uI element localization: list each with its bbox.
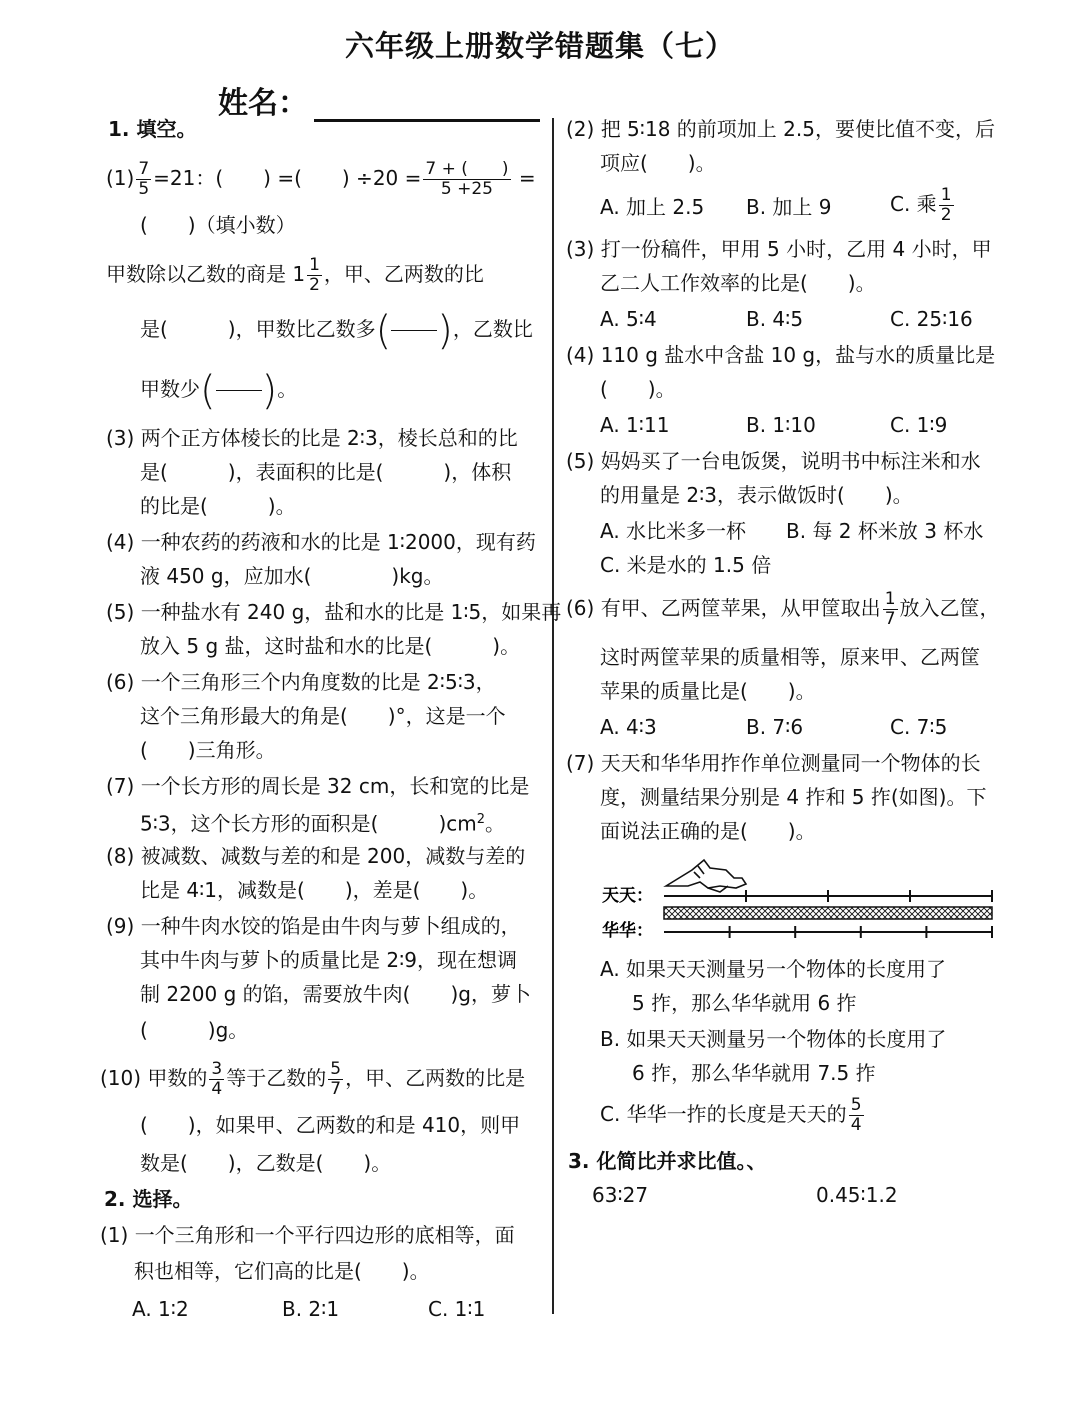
s2-q7-line3: 面说法正确的是( )。 bbox=[600, 819, 816, 843]
s1-q6-line2: 这个三角形最大的角是( )°，这是一个 bbox=[140, 704, 506, 728]
s1-q1-line1: (1) $\frac{7}{5}$ =21：( ) =( ) ÷20 = $\frac{7 + ( )}{5 +25}$ = bbox=[106, 159, 536, 199]
s1-q3-line2: 是( )，表面积的比是( )，体积 bbox=[140, 460, 512, 484]
s1-q1-line2: ( )（填小数） bbox=[140, 213, 296, 237]
span-measurement-figure bbox=[600, 848, 1000, 944]
name-label: 姓名： bbox=[218, 86, 308, 121]
s2-q3-option-a[interactable]: A. 5∶4 bbox=[600, 307, 657, 331]
s1-q7-line1: (7) 一个长方形的周长是 32 cm，长和宽的比是 bbox=[106, 774, 530, 798]
s1-q4-line2: 液 450 g，应加水( )kg。 bbox=[140, 564, 444, 588]
s1-q8-line2: 比是 4∶1，减数是( )，差是( )。 bbox=[140, 878, 489, 902]
s2-q7-option-c[interactable]: C. 华华一拃的长度是天天的 $\frac{5}{4}$ bbox=[600, 1095, 862, 1135]
s2-q4-option-a[interactable]: A. 1∶11 bbox=[600, 413, 670, 437]
s1-q10-line3: 数是( )，乙数是( )。 bbox=[140, 1151, 392, 1175]
s1-q2-line3: 甲数少( )。 bbox=[140, 367, 298, 414]
s1-q5-line1: (5) 一种盐水有 240 g，盐和水的比是 1∶5，如果再 bbox=[106, 600, 562, 624]
s1-q5-line2: 放入 5 g 盐，这时盐和水的比是( )。 bbox=[140, 634, 521, 658]
label-tiantian: 天天： bbox=[602, 886, 653, 906]
s2-q2-line2: 项应( )。 bbox=[600, 151, 716, 175]
fraction-5-7: $\frac{5}{7}$ bbox=[330, 1059, 342, 1099]
s2-q1-option-b[interactable]: B. 2∶1 bbox=[282, 1297, 340, 1321]
s1-q10-line1: (10) 甲数的 $\frac{3}{4}$ 等于乙数的 $\frac{5}{7}$ ，甲、乙两数的比是 bbox=[100, 1059, 526, 1099]
s1-q3-line3: 的比是( )。 bbox=[140, 494, 296, 518]
fraction-3-4: $\frac{3}{4}$ bbox=[211, 1059, 223, 1099]
s3-expression-2: 0.45∶1.2 bbox=[816, 1183, 898, 1207]
s2-q2-line1: (2) 把 5∶18 的前项加上 2.5，要使比值不变，后 bbox=[566, 117, 995, 141]
fraction-blank: $\frac{7 + ( )}{5 +25}$ bbox=[425, 159, 509, 199]
s2-q7-line2: 度，测量结果分别是 4 拃和 5 拃(如图)。下 bbox=[600, 785, 987, 809]
s2-q5-line1: (5) 妈妈买了一台电饭煲，说明书中标注米和水 bbox=[566, 449, 981, 473]
s1-q7-line2: 5∶3，这个长方形的面积是( )$cm^2$。 bbox=[140, 811, 506, 836]
hand-icon bbox=[666, 860, 746, 892]
fraction-1-2: $\frac{1}{2}$ bbox=[940, 185, 952, 225]
s1-q8-line1: (8) 被减数、减数与差的和是 200，减数与差的 bbox=[106, 844, 526, 868]
s2-q6-option-c[interactable]: C. 7∶5 bbox=[890, 715, 948, 739]
s2-q6-option-b[interactable]: B. 7∶6 bbox=[746, 715, 804, 739]
s2-q7-option-b-line2: 6 拃，那么华华就用 7.5 拃 bbox=[632, 1061, 876, 1085]
fraction-1-7: $\frac{1}{7}$ bbox=[884, 589, 896, 629]
column-divider bbox=[552, 118, 554, 1314]
s2-q1-line2: 积也相等，它们高的比是( )。 bbox=[134, 1259, 430, 1283]
s2-q5-option-a[interactable]: A. 水比米多一杯 bbox=[600, 519, 747, 543]
s2-q7-option-a-line2: 5 拃，那么华华就用 6 拃 bbox=[632, 991, 857, 1015]
measured-object-bar bbox=[664, 907, 992, 919]
s2-q2-option-c[interactable]: C. 乘 $\frac{1}{2}$ bbox=[890, 185, 952, 225]
s2-q3-option-b[interactable]: B. 4∶5 bbox=[746, 307, 804, 331]
label-huahua: 华华： bbox=[602, 921, 653, 941]
s2-q6-option-a[interactable]: A. 4∶3 bbox=[600, 715, 657, 739]
s2-q7-option-a-line1[interactable]: A. 如果天天测量另一个物体的长度用了 bbox=[600, 957, 947, 981]
s1-q9-line2: 其中牛肉与萝卜的质量比是 2∶9，现在想调 bbox=[140, 948, 518, 972]
fraction-1-2: $\frac{1}{2}$ bbox=[309, 255, 320, 295]
s2-q4-option-b[interactable]: B. 1∶10 bbox=[746, 413, 816, 437]
s2-q3-option-c[interactable]: C. 25∶16 bbox=[890, 307, 973, 331]
name-field[interactable] bbox=[218, 78, 540, 122]
q-number: (1) bbox=[106, 166, 135, 190]
s2-q2-option-a[interactable]: A. 加上 2.5 bbox=[600, 195, 705, 219]
s2-q1-option-c[interactable]: C. 1∶1 bbox=[428, 1297, 486, 1321]
q-text: =21：( ) =( ) ÷20 = bbox=[153, 166, 422, 190]
s1-q10-line2: ( )，如果甲、乙两数的和是 410，则甲 bbox=[140, 1113, 521, 1137]
s2-q4-line2: ( )。 bbox=[600, 377, 676, 401]
fraction-blank[interactable] bbox=[391, 330, 437, 331]
page-title: 六年级上册数学错题集（七） bbox=[344, 29, 735, 63]
s2-q6-line1: (6) 有甲、乙两筐苹果，从甲筐取出 $\frac{1}{7}$ 放入乙筐， bbox=[566, 589, 1000, 629]
s2-q3-line1: (3) 打一份稿件，甲用 5 小时，乙用 4 小时，甲 bbox=[566, 237, 992, 261]
s1-q6-line3: ( )三角形。 bbox=[140, 738, 276, 762]
section-2-heading: 2. 选择。 bbox=[104, 1187, 193, 1211]
s2-q6-line3: 苹果的质量比是( )。 bbox=[600, 679, 816, 703]
s2-q7-option-b-line1[interactable]: B. 如果天天测量另一个物体的长度用了 bbox=[600, 1027, 947, 1051]
s1-q9-line3: 制 2200 g 的馅，需要放牛肉( )g，萝卜 bbox=[140, 982, 531, 1006]
s2-q3-line2: 乙二人工作效率的比是( )。 bbox=[600, 271, 876, 295]
s1-q6-line1: (6) 一个三角形三个内角度数的比是 2∶5∶3， bbox=[106, 670, 496, 694]
s2-q4-line1: (4) 110 g 盐水中含盐 10 g，盐与水的质量比是 bbox=[566, 343, 996, 367]
s2-q5-option-c[interactable]: C. 米是水的 1.5 倍 bbox=[600, 553, 772, 577]
s1-q9-line4: ( )g。 bbox=[140, 1018, 249, 1042]
s2-q1-line1: (1) 一个三角形和一个平行四边形的底相等，面 bbox=[100, 1223, 515, 1247]
s2-q6-line2: 这时两筐苹果的质量相等，原来甲、乙两筐 bbox=[600, 645, 980, 669]
s2-q1-option-a[interactable]: A. 1∶2 bbox=[132, 1297, 189, 1321]
s3-expression-1: 63∶27 bbox=[592, 1183, 649, 1207]
s2-q5-line2: 的用量是 2∶3，表示做饭时( )。 bbox=[600, 483, 913, 507]
s1-q9-line1: (9) 一种牛肉水饺的馅是由牛肉与萝卜组成的， bbox=[106, 914, 521, 938]
fraction-7-5: $\frac{7}{5}$ bbox=[138, 159, 150, 199]
s1-q2-line1: 甲数除以乙数的商是 1 $\frac{1}{2}$ ，甲、乙两数的比 bbox=[106, 255, 484, 295]
name-blank-line[interactable] bbox=[314, 89, 540, 122]
s2-q2-option-b[interactable]: B. 加上 9 bbox=[746, 195, 832, 219]
s2-q7-line1: (7) 天天和华华用拃作单位测量同一个物体的长 bbox=[566, 751, 981, 775]
s1-q4-line1: (4) 一种农药的药液和水的比是 1∶2000，现有药 bbox=[106, 530, 536, 554]
s1-q3-line1: (3) 两个正方体棱长的比是 2∶3，棱长总和的比 bbox=[106, 426, 518, 450]
fraction-5-4: $\frac{5}{4}$ bbox=[850, 1095, 862, 1135]
section-1-heading: 1. 填空。 bbox=[108, 117, 197, 141]
s1-q2-line2: 是( )，甲数比乙数多( )，乙数比 bbox=[140, 307, 533, 354]
fraction-blank[interactable] bbox=[216, 390, 262, 391]
s2-q5-option-b[interactable]: B. 每 2 杯米放 3 杯水 bbox=[786, 519, 984, 543]
section-3-heading: 3. 化简比并求比值。、 bbox=[568, 1149, 767, 1173]
s2-q4-option-c[interactable]: C. 1∶9 bbox=[890, 413, 948, 437]
